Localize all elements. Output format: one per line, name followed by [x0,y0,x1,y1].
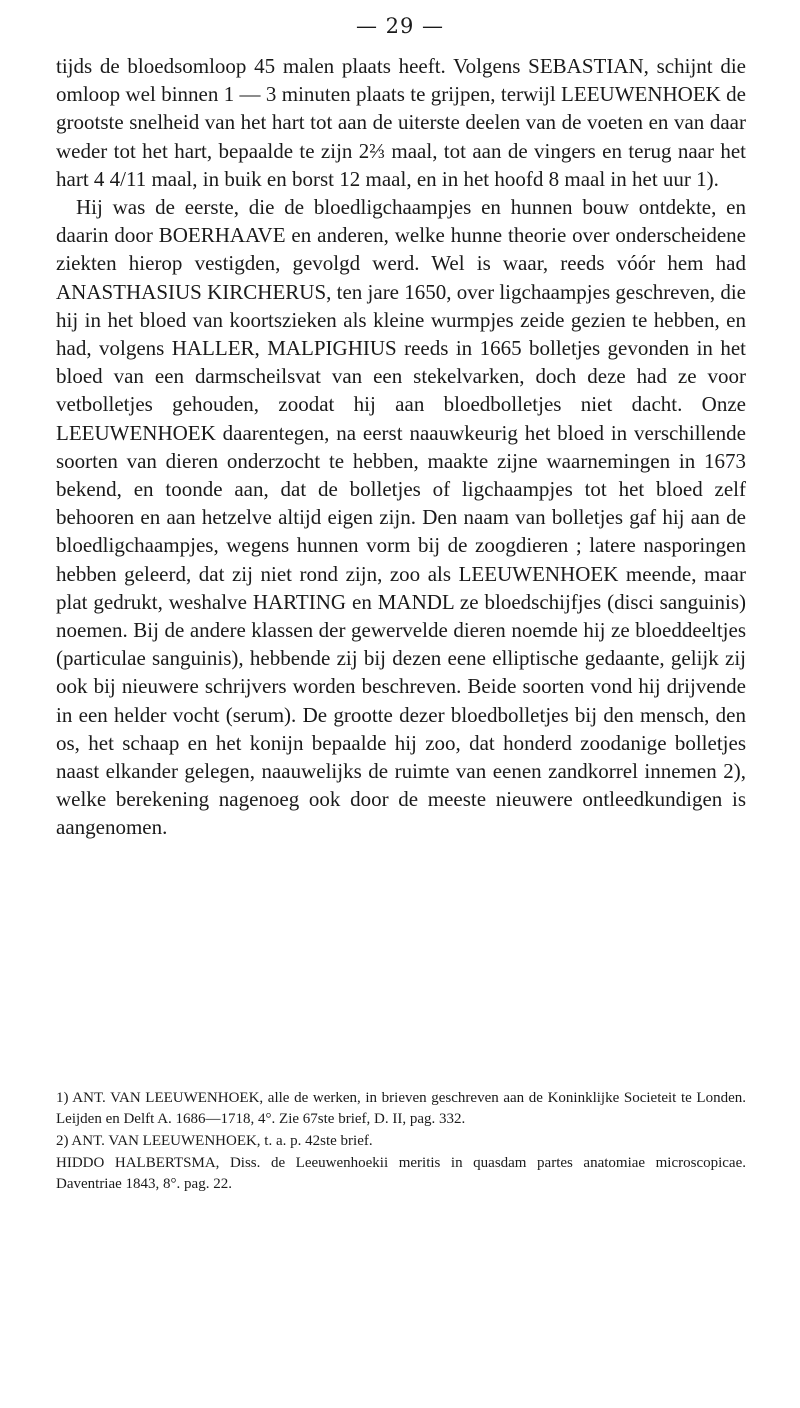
footnote-1: 1) ANT. VAN LEEUWENHOEK, alle de werken, in brieven geschreven aan de Koninklijke Societeit te Londen. Leijden en Delft A. 1686—1718, 4°. Zie 67ste brief, D. II, pag. 332. [56,1090,746,1127]
footnote-3: HIDDO HALBERTSMA, Diss. de Leeuwenhoekii meritis in quasdam partes anatomiae microscopicae. Daventriae 1843, 8°. pag. 22. [56,1155,746,1192]
footnote-2: 2) ANT. VAN LEEUWENHOEK, t. a. p. 42ste brief. [56,1133,373,1149]
paragraph-2: Hij was de eerste, die de bloedligchaampjes en hunnen bouw ontdekte, en daarin door BOERHAAVE en anderen, welke hunne theorie over onderscheidene ziekten hierop vestigden, gevolgd werd. Wel is waar, reeds vóór hem had ANASTHASIUS KIRCHERUS, ten jare 1650, over ligchaampjes geschreven, die hij in het bloed van koortszieken als kleine wurmpjes zeide gezien te hebben, en had, volgens HALLER, MALPIGHIUS reeds in 1665 bolletjes gevonden in het bloed van een darmscheilsvat van een stekelvarken, doch deze had ze voor vetbolletjes gehouden, zoodat hij aan bloedbolletjes niet dacht. Onze LEEUWENHOEK daarentegen, na eerst naauwkeurig het bloed in verschillende soorten van dieren onderzocht te hebben, maakte zijne waarnemingen in 1673 bekend, en toonde aan, dat de bolletjes of ligchaampjes tot het bloed zelf behooren en aan hetzelve altijd eigen zijn. Den naam van bolletjes gaf hij aan de bloedligchaampjes, wegens hunnen vorm bij de zoogdieren ; latere nasporingen hebben geleerd, dat zij niet rond zijn, zoo als LEEUWENHOEK meende, maar plat gedrukt, weshalve HARTING en MANDL ze bloedschijfjes (disci sanguinis) noemen. Bij de andere klassen der gewervelde dieren noemde hij ze bloeddeeltjes (particulae sanguinis), hebbende zij bij dezen eene elliptische gedaante, gelijk zij ook bij nieuwere schrijvers worden beschreven. Beide soorten vond hij drijvende in een helder vocht (serum). De grootte dezer bloedbolletjes bij den mensch, den os, het schaap en het konijn bepaalde hij zoo, dat honderd zoodanige bolletjes naast elkander gelegen, naauwelijks de ruimte van eenen zandkorrel innemen 2), welke berekening nagenoeg ook door de meeste nieuwere ontleedkundigen is aangenomen. [56,195,746,840]
page-number: — 29 — [355,14,445,38]
paragraph-1: tijds de bloedsomloop 45 malen plaats heeft. Volgens SEBASTIAN, schijnt die omloop wel binnen 1 — 3 minuten plaats te grijpen, terwijl LEEUWENHOEK de grootste snelheid van het hart tot aan de uiterste deelen van de voeten en van daar weder tot het hart, bepaalde te zijn 2⅔ maal, tot aan de vingers en terug naar het hart 4 4/11 maal, in buik en borst 12 maal, en in het hoofd 8 maal in het uur 1). [56,54,746,191]
body-text [56,52,746,842]
footnotes [56,1088,746,1196]
